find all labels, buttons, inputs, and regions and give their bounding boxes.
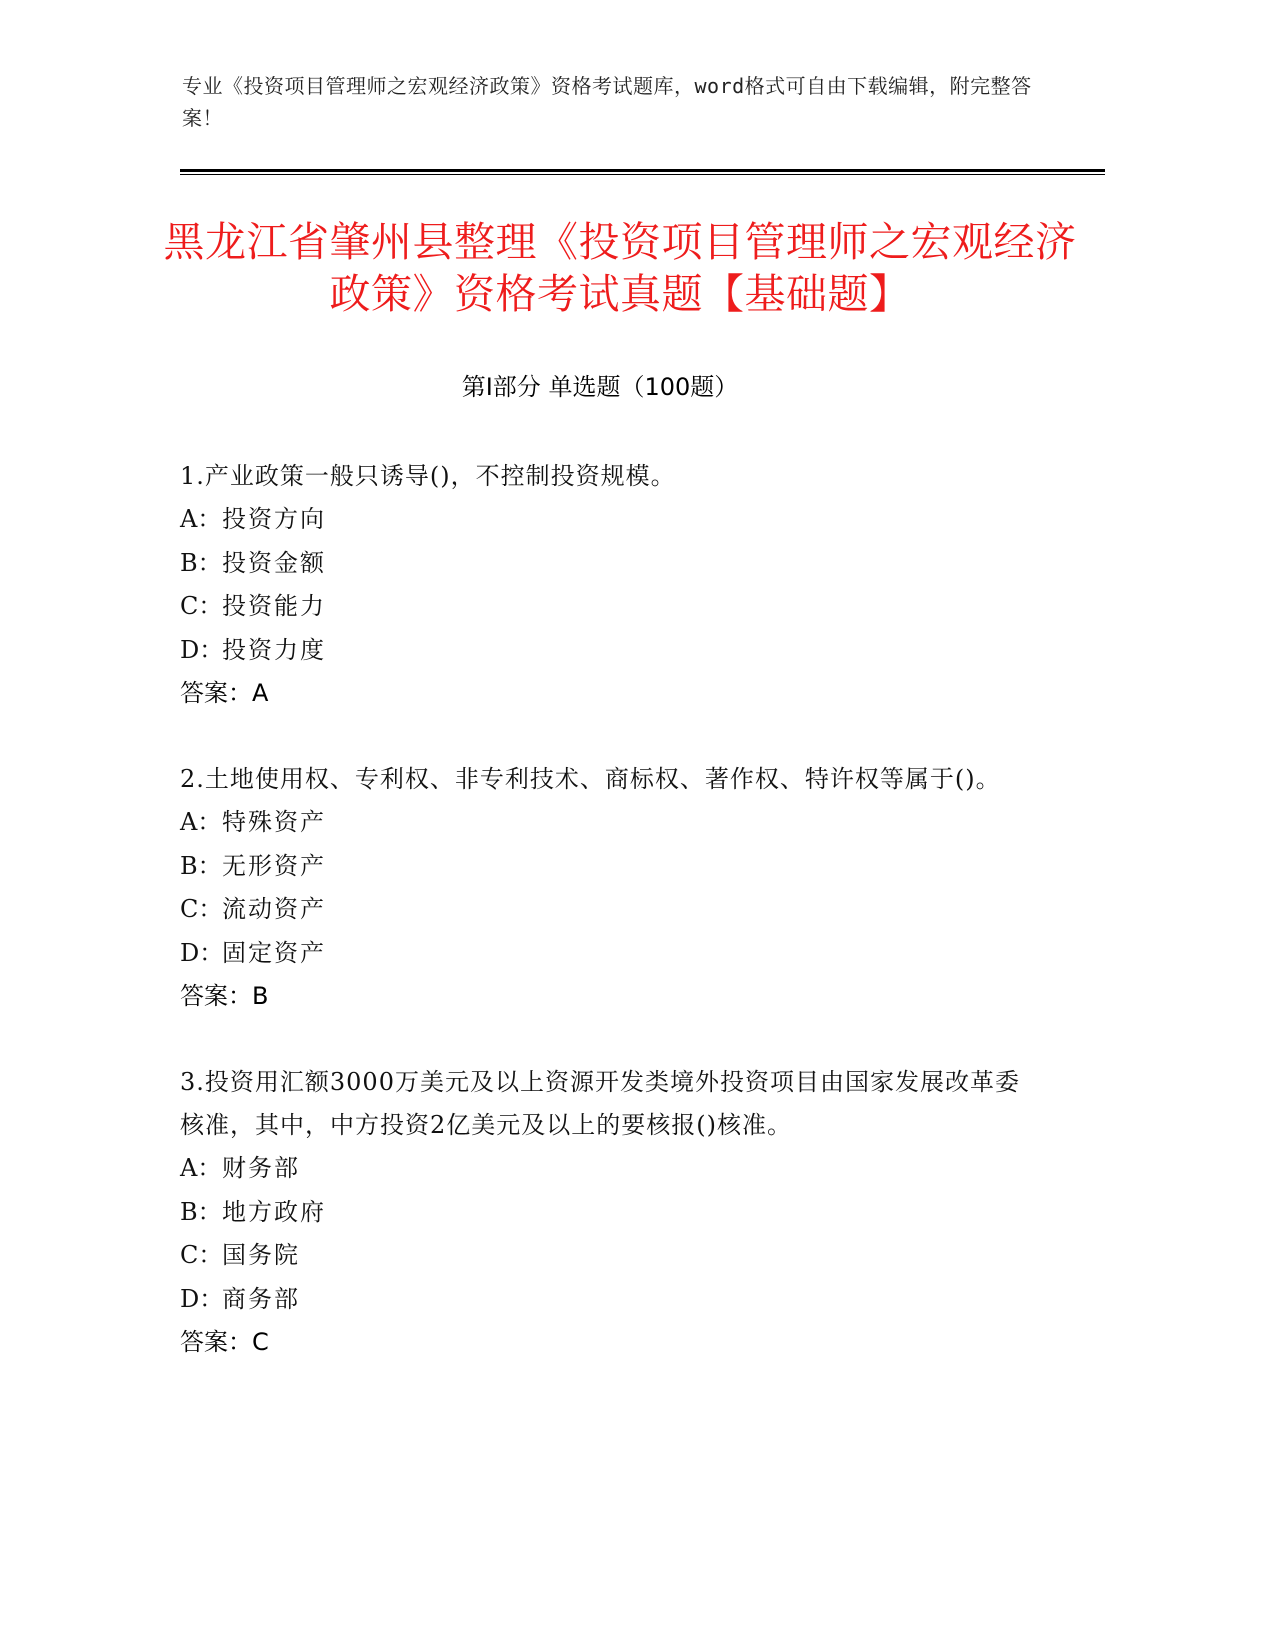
option-text: 投资能力: [222, 592, 326, 620]
option-text: 国务院: [222, 1241, 300, 1269]
answer-line: [180, 672, 1040, 715]
option-c: [180, 1234, 1040, 1278]
header-divider-thick: [180, 169, 1105, 172]
question-list: [180, 455, 1040, 1407]
answer-label: 答案：: [180, 982, 252, 1010]
question-2: [180, 758, 1040, 1018]
option-text: 商务部: [222, 1284, 300, 1313]
answer-value: B: [252, 982, 269, 1010]
option-key: D：: [180, 1284, 224, 1313]
option-key: C：: [180, 1241, 223, 1269]
answer-label: 答案：: [180, 679, 252, 707]
option-text: 无形资产: [222, 851, 326, 880]
option-key: B：: [180, 1197, 222, 1226]
option-key: C：: [180, 895, 223, 923]
option-key: C：: [180, 592, 223, 620]
option-key: D：: [180, 938, 224, 967]
answer-line: [180, 1321, 1040, 1364]
option-text: 投资金额: [222, 548, 326, 577]
question-stem: 3.投资用汇额3000万美元及以上资源开发类境外投资项目由国家发展改革委核准，其中，中方投资2亿美元及以上的要核报()核准。: [180, 1068, 1020, 1139]
option-a: [180, 498, 1040, 542]
option-key: A：: [180, 1154, 222, 1182]
answer-value: A: [252, 679, 269, 707]
document-title: 黑龙江省肇州县整理《投资项目管理师之宏观经济政策》资格考试真题【基础题】: [163, 218, 1077, 318]
option-d: [180, 932, 1040, 976]
answer-label: 答案：: [180, 1328, 252, 1356]
option-c: [180, 585, 1040, 629]
option-text: 投资方向: [222, 505, 326, 533]
option-b: [180, 542, 1040, 586]
option-text: 财务部: [222, 1154, 300, 1182]
section-title: 第Ⅰ部分 单选题（100题）: [461, 373, 739, 401]
question-1: [180, 455, 1040, 715]
header-note: 专业《投资项目管理师之宏观经济政策》资格考试题库，word格式可自由下载编辑，附完整答案！: [182, 74, 1032, 130]
question-3: [180, 1061, 1040, 1364]
option-b: [180, 845, 1040, 889]
option-key: B：: [180, 851, 222, 880]
option-b: [180, 1191, 1040, 1235]
option-text: 地方政府: [222, 1197, 326, 1226]
option-text: 流动资产: [222, 895, 326, 923]
option-text: 投资力度: [222, 635, 326, 664]
answer-value: C: [252, 1328, 269, 1356]
header-divider-thin: [180, 174, 1105, 175]
answer-line: [180, 975, 1040, 1018]
option-d: [180, 1278, 1040, 1322]
option-c: [180, 888, 1040, 932]
option-key: D：: [180, 635, 224, 664]
option-text: 特殊资产: [222, 808, 326, 836]
option-a: [180, 1147, 1040, 1191]
option-text: 固定资产: [222, 938, 326, 967]
option-key: A：: [180, 505, 222, 533]
question-stem: 2.土地使用权、专利权、非专利技术、商标权、著作权、特许权等属于()。: [180, 765, 1001, 793]
option-a: [180, 801, 1040, 845]
option-d: [180, 629, 1040, 673]
question-stem: 1.产业政策一般只诱导()，不控制投资规模。: [180, 462, 676, 490]
option-key: B：: [180, 548, 222, 577]
option-key: A：: [180, 808, 222, 836]
